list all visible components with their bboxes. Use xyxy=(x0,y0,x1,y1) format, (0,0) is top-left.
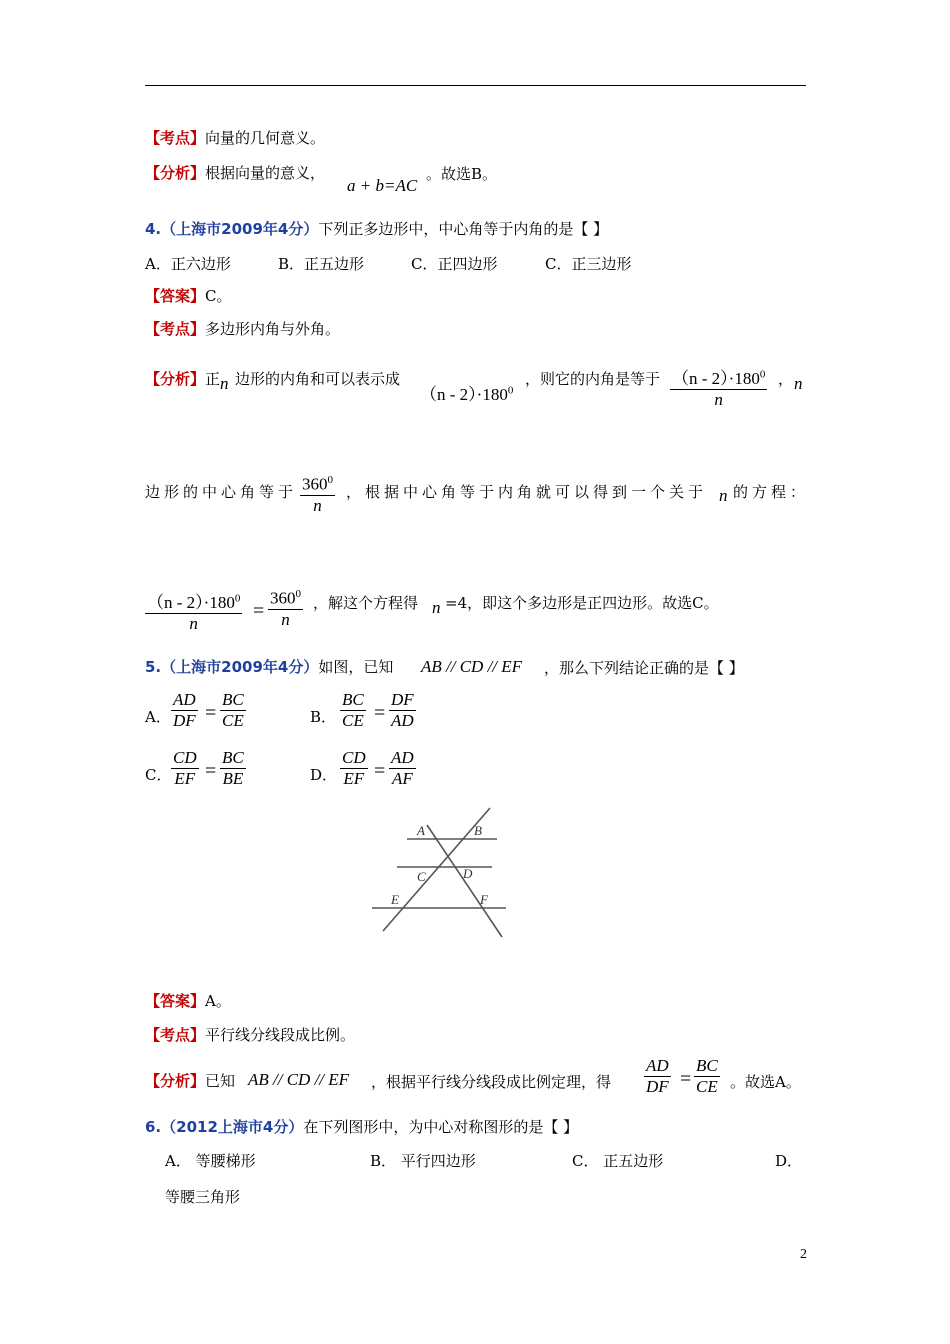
q4-fenxi-p4: ， xyxy=(778,370,794,388)
point-a-label: A xyxy=(417,823,425,838)
q4-frac3: $\frac{(n - 2)\cdot 180^0}{n}$ xyxy=(145,588,242,634)
q5-opt-b-eq: = xyxy=(374,702,386,724)
q3-fenxi: 【分析】根据向量的意义， xyxy=(145,164,326,182)
q5-opt-d-frac-right: $\frac{AD}{AF}$ xyxy=(391,748,414,788)
q5-opt-b-frac-left: $\frac{BC}{CE}$ xyxy=(342,690,364,730)
q4-stem: 4.（上海市2009年4分）下列正多边形中，中心角等于内角的是【 】 xyxy=(145,220,609,238)
q5-opt-b-label: B． xyxy=(310,708,337,726)
q5-opt-d-frac-left: $\frac{CD}{EF}$ xyxy=(342,748,366,788)
parallel-lines-figure xyxy=(365,800,515,940)
header-rule xyxy=(145,85,806,86)
q5-opt-a-frac-left: $\frac{AD}{DF}$ xyxy=(173,690,196,730)
q6-option-a: A． 等腰梯形 xyxy=(165,1152,256,1170)
q5-opt-c-frac-left: $\frac{CD}{EF}$ xyxy=(173,748,197,788)
q5-kaodian: 【考点】平行线分线段成比例。 xyxy=(145,1026,356,1044)
point-e-label: E xyxy=(391,892,399,907)
q5-fenxi: 【分析】已知 xyxy=(145,1072,236,1090)
q6-stem: 6.（2012上海市4分）在下列图形中，为中心对称图形的是【 】 xyxy=(145,1118,579,1136)
q5-fenxi-mid: ，根据平行线分线段成比例定理，得 xyxy=(371,1073,612,1091)
q5-answer: 【答案】A。 xyxy=(145,992,231,1010)
q3-kaodian: 【考点】向量的几何意义。 xyxy=(145,129,326,147)
q4-equals: = xyxy=(253,600,265,622)
q5-opt-d-eq: = xyxy=(374,760,386,782)
q5-fenxi-eq: = xyxy=(680,1068,692,1090)
q4-n-1: n xyxy=(220,374,229,393)
q5-fenxi-frac-left: $\frac{AD}{DF}$ xyxy=(646,1056,669,1096)
q4-n-3: n xyxy=(719,486,728,505)
page-number: 2 xyxy=(800,1247,807,1262)
q6-option-d: D． xyxy=(775,1152,803,1170)
point-f-label: F xyxy=(480,892,488,907)
q5-opt-b-frac-right: $\frac{DF}{AD}$ xyxy=(391,690,414,730)
q5-stem: 5.（上海市2009年4分）如图，已知 xyxy=(145,658,394,676)
q4-line2-p2: ，根据中心角等于内角就可以得到一个关于 xyxy=(346,483,708,501)
q3-fenxi-end: 。故选B。 xyxy=(426,165,498,183)
q5-opt-c-eq: = xyxy=(205,760,217,782)
q4-frac1: $\frac{(n - 2)\cdot 180^0}{n}$ xyxy=(670,364,767,410)
q5-fenxi-math: AB // CD // EF xyxy=(248,1070,350,1089)
q4-kaodian: 【考点】多边形内角与外角。 xyxy=(145,320,341,338)
q5-opt-a-frac-right: $\frac{BC}{CE}$ xyxy=(222,690,244,730)
q4-option-a: A．正六边形 xyxy=(145,255,231,273)
q3-fenxi-math: a + b=AC xyxy=(347,176,418,195)
q6-option-b: B． 平行四边形 xyxy=(370,1152,476,1170)
q5-fenxi-frac-right: $\frac{BC}{CE}$ xyxy=(696,1056,718,1096)
q5-opt-a-eq: = xyxy=(205,702,217,724)
q5-opt-d-label: D． xyxy=(310,766,338,784)
q4-expr1: $(n - 2)\cdot 180^0$ xyxy=(420,384,514,404)
q4-fenxi-p2: 边形的内角和可以表示成 xyxy=(235,370,401,388)
q4-frac4: $\frac{360^0}{n}$ xyxy=(270,588,301,629)
point-d-label: D xyxy=(463,866,473,881)
q5-opt-a-label: A． xyxy=(145,708,171,726)
q4-line3-p1: ，解这个方程得 xyxy=(313,594,419,612)
q4-fenxi-line1: 【分析】正 xyxy=(145,370,221,388)
q5-opt-c-label: C． xyxy=(145,766,172,784)
q6-option-c: C． 正五边形 xyxy=(572,1152,664,1170)
q4-fenxi-p3: ，则它的内角是等于 xyxy=(525,370,661,388)
q4-answer: 【答案】C。 xyxy=(145,287,232,305)
point-c-label: C xyxy=(417,869,426,884)
q4-option-d: C．正三边形 xyxy=(545,255,632,273)
q4-n-4: n xyxy=(432,598,441,617)
point-b-label: B xyxy=(474,823,482,838)
q4-line3-p2: =4，即这个多边形是正四边形。故选C。 xyxy=(445,594,719,612)
q4-line2-p3: 的方程： xyxy=(733,483,810,501)
q5-fenxi-end: 。故选A。 xyxy=(730,1073,801,1091)
q4-line2-p1: 边形的中心角等于 xyxy=(145,483,298,501)
q6-option-d-text: 等腰三角形 xyxy=(165,1188,241,1206)
q5-stem-post: ，那么下列结论正确的是【 】 xyxy=(544,659,744,677)
q5-stem-math: AB // CD // EF xyxy=(421,657,523,676)
q5-opt-c-frac-right: $\frac{BC}{BE}$ xyxy=(222,748,244,788)
q4-frac2: $\frac{360^0}{n}$ xyxy=(302,474,333,515)
transversal-ad xyxy=(427,825,502,937)
q4-option-b: B．正五边形 xyxy=(278,255,365,273)
q4-n-2: n xyxy=(794,374,803,393)
q4-option-c: C．正四边形 xyxy=(411,255,498,273)
